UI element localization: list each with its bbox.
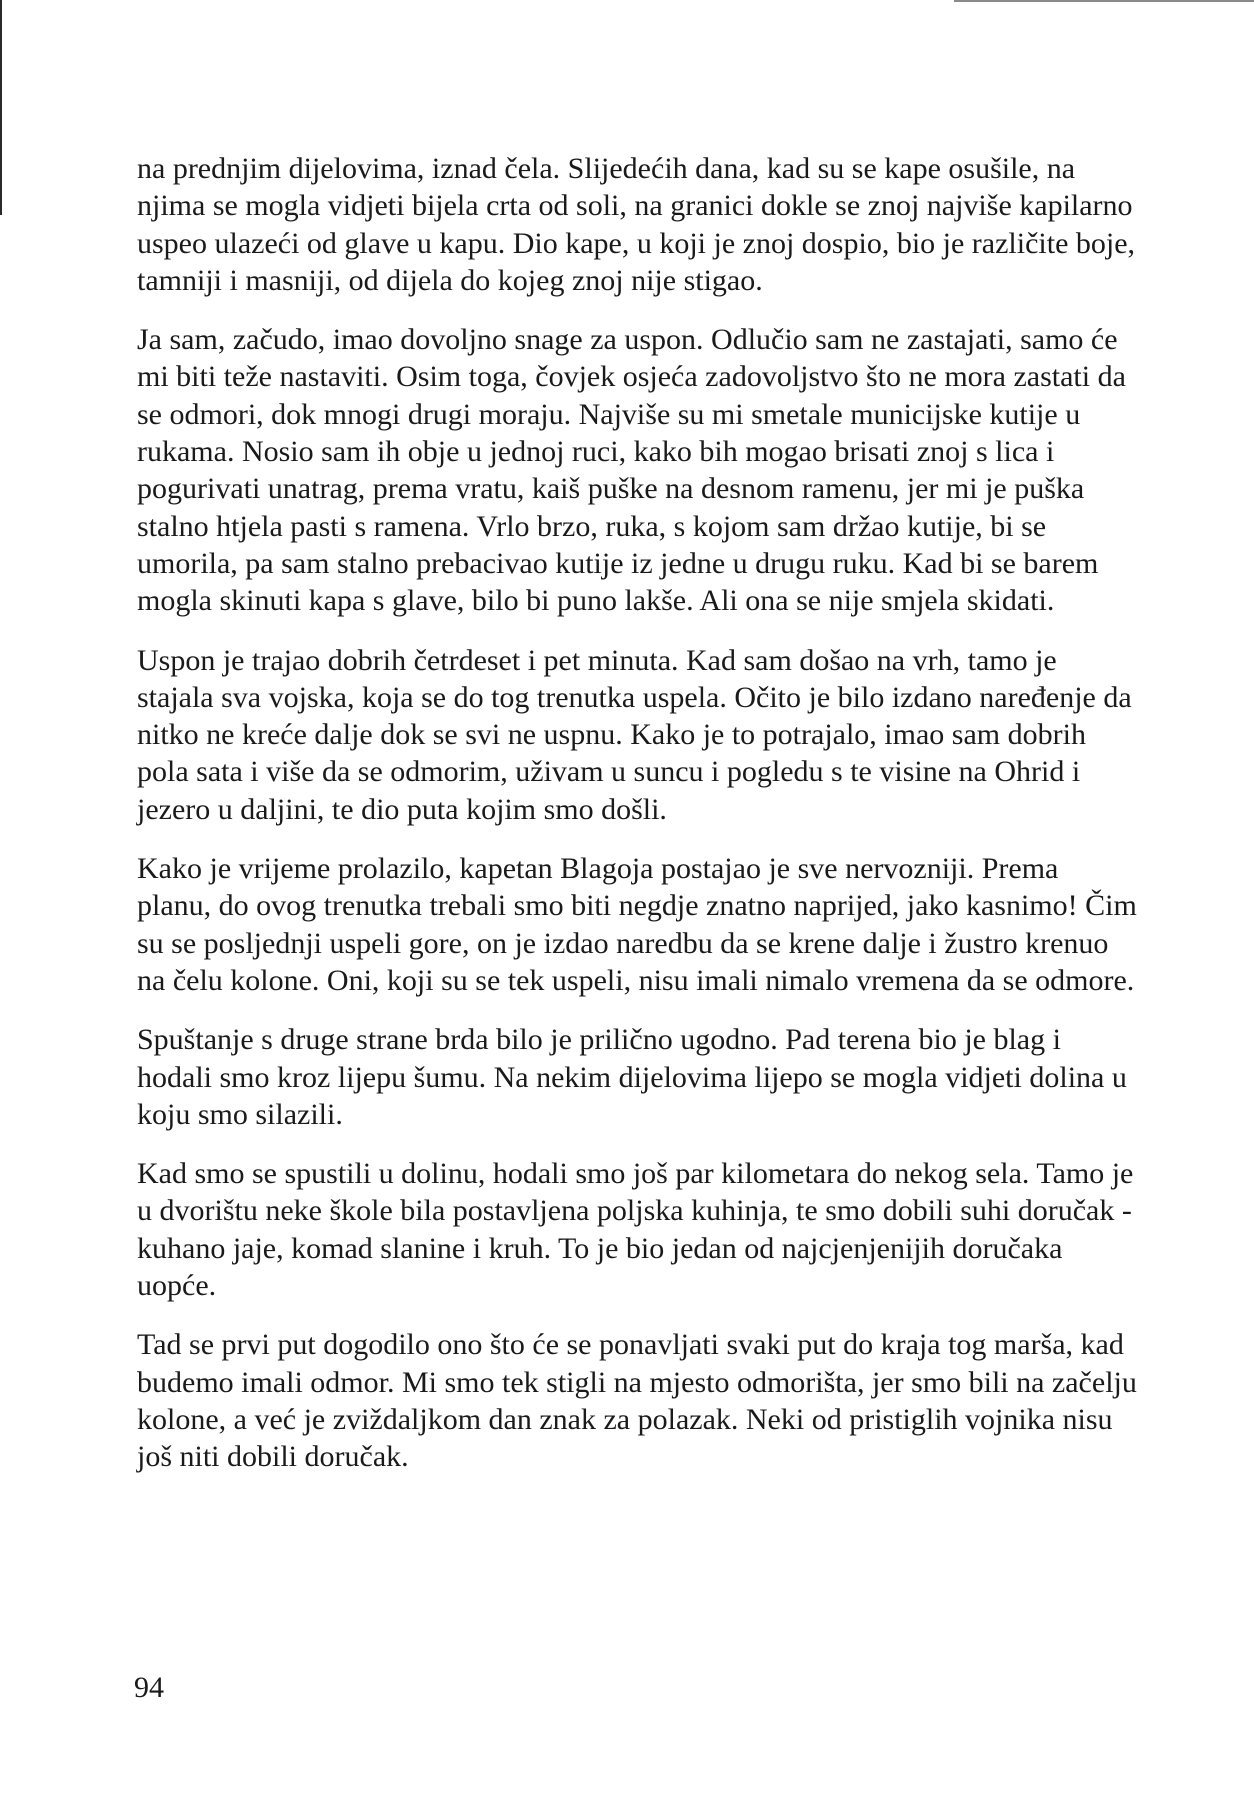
paragraph: Tad se prvi put dogodilo ono što će se ponavljati svaki put do kraja tog marša, kad budemo imali odmor. Mi smo tek stigli na mjesto odmorišta, jer smo bili na začelju kolone, a već je zviždaljkom dan znak za polazak. Neki od pristiglih vojnika nisu još niti dobili doručak. [137,1328,1137,1474]
paragraph: na prednjim dijelovima, iznad čela. Slijedećih dana, kad su se kape osušile, na njima se mogla vidjeti bijela crta od soli, na granici dokle se znoj najviše kapilarno uspeo ulazeći od glave u kapu. Dio kape, u koji je znoj dospio, bio je različite boje, tamniji i masniji, od dijela do kojeg znoj nije stigao. [137,152,1136,297]
scan-edge-left [0,0,2,215]
paragraph: Ja sam, začudo, imao dovoljno snage za uspon. Odlučio sam ne zastajati, samo će mi biti teže nastaviti. Osim toga, čovjek osjeća zadovoljstvo što ne mora zastati da se odmori, dok mnogi drugi moraju. Najviše su mi smetale municijske kutije u rukama. Nosio sam ih obje u jednoj ruci, kako bih mogao brisati znoj s lica i pogurivati unatrag, prema vratu, kaiš puške na desnom ramenu, jer mi je puška stalno htjela pasti s ramena. Vrlo brzo, ruka, s kojom sam držao kutije, bi se umorila, pa sam stalno prebacivao kutije iz jedne u drugu ruku. Kad bi se barem mogla skinuti kapa s glave, bilo bi puno lakše. Ali ona se nije smjela skidati. [137,323,1126,618]
paragraph: Kad smo se spustili u dolinu, hodali smo još par kilometara do nekog sela. Tamo je u dvorištu neke škole bila postavljena poljska kuhinja, te smo dobili suhi doručak - kuhano jaje, komad slanine i kruh. To je bio jedan od najcjenjenijih doručaka uopće. [137,1157,1134,1303]
paragraph: Kako je vrijeme prolazilo, kapetan Blagoja postajao je sve nervozniji. Prema planu, do ovog trenutka trebali smo biti negdje znatno naprijed, jako kasnimo! Čim su se posljednji uspeli gore, on je izdao naredbu da se krene dalje i žustro krenuo na čelu kolone. Oni, koji su se tek uspeli, nisu imali nimalo vremena da se odmore. [137,852,1137,997]
paragraph: Uspon je trajao dobrih četrdeset i pet minuta. Kad sam došao na vrh, tamo je stajala sva vojska, koja se do tog trenutka uspela. Očito je bilo izdano naređenje da nitko ne kreće dalje dok se svi ne uspnu. Kako je to potrajalo, imao sam dobrih pola sata i više da se odmorim, uživam u suncu i pogledu s te visine na Ohrid i jezero u daljini, te dio puta kojim smo došli. [137,643,1132,826]
scan-edge-top [954,0,1254,2]
page-body [137,150,1137,1498]
page-number: 94 [134,1671,164,1704]
paragraph: Spuštanje s druge strane brda bilo je prilično ugodno. Pad terena bio je blag i hodali smo kroz lijepu šumu. Na nekim dijelovima lijepo se mogla vidjeti dolina u koju smo silazili. [137,1023,1127,1131]
